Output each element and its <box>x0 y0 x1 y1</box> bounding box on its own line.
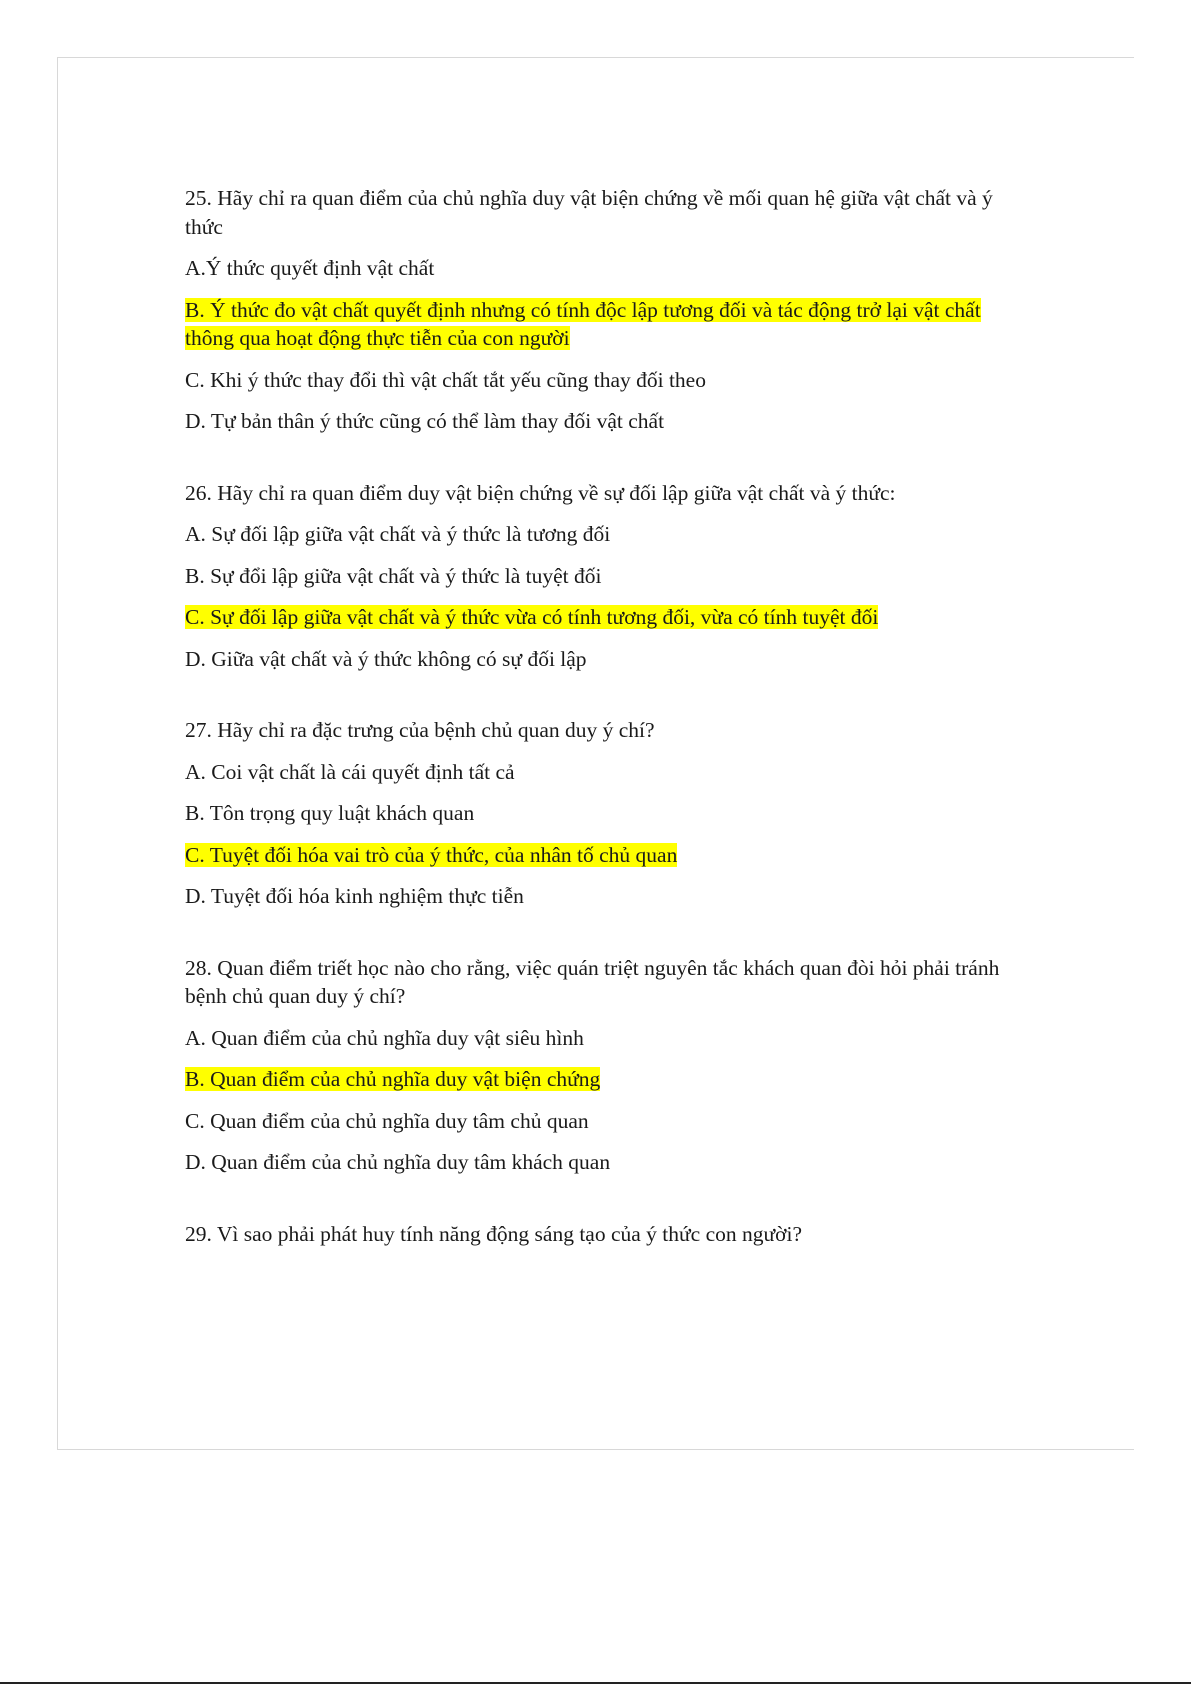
question-block-26 <box>185 479 1005 674</box>
answer-option-a: A. Coi vật chất là cái quyết định tất cả <box>185 759 515 784</box>
question-text: 29. Vì sao phải phát huy tính năng động sáng tạo của ý thức con người? <box>185 1221 803 1246</box>
question-text: 27. Hãy chỉ ra đặc trưng của bệnh chủ quan duy ý chí? <box>185 718 655 742</box>
document-content <box>185 184 1005 1261</box>
highlighted-answer: C. Tuyệt đối hóa vai trò của ý thức, của nhân tố chủ quan <box>185 842 678 867</box>
answer-option-a: A. Quan điểm của chủ nghĩa duy vật siêu hình <box>185 1025 584 1050</box>
question-block-27 <box>185 716 1005 911</box>
question-block-28 <box>185 954 1005 1177</box>
answer-option-a: A. Sự đối lập giữa vật chất và ý thức là tương đối <box>185 522 611 546</box>
answer-option-b-correct <box>185 296 1005 353</box>
question-text: 26. Hãy chỉ ra quan điểm duy vật biện chứng về sự đối lập giữa vật chất và ý thức: <box>185 480 896 505</box>
answer-option-b: B. Tôn trọng quy luật khách quan <box>185 801 475 825</box>
question-block-29 <box>185 1220 1005 1249</box>
page-bottom-rule <box>0 1682 1191 1684</box>
question-text: 25. Hãy chỉ ra quan điểm của chủ nghĩa duy vật biện chứng về mối quan hệ giữa vật chất và ý thức <box>185 186 993 239</box>
question-text: 28. Quan điểm triết học nào cho rằng, việc quán triệt nguyên tắc khách quan đòi hỏi phải tránh bệnh chủ quan duy ý chí? <box>185 955 1000 1008</box>
answer-option-d: D. Tự bản thân ý thức cũng có thể làm thay đối vật chất <box>185 409 665 433</box>
answer-option-b: B. Sự đổi lập giữa vật chất và ý thức là tuyệt đối <box>185 563 602 588</box>
highlighted-answer: B. Ý thức đo vật chất quyết định nhưng có tính độc lập tương đối và tác động trở lại vật chất thông qua hoạt động thực tiễn của con người <box>185 297 981 350</box>
answer-option-a: A.Ý thức quyết định vật chất <box>185 256 435 280</box>
answer-option-d: D. Quan điểm của chủ nghĩa duy tâm khách quan <box>185 1150 611 1174</box>
answer-option-c: C. Quan điểm của chủ nghĩa duy tâm chủ quan <box>185 1108 589 1133</box>
highlighted-answer: B. Quan điểm của chủ nghĩa duy vật biện chứng <box>185 1067 601 1091</box>
highlighted-answer: C. Sự đối lập giữa vật chất và ý thức vừa có tính tương đối, vừa có tính tuyệt đối <box>185 605 879 629</box>
answer-option-b-correct <box>185 1065 1005 1094</box>
answer-option-d: D. Giữa vật chất và ý thức không có sự đối lập <box>185 646 587 671</box>
answer-option-d: D. Tuyệt đối hóa kinh nghiệm thực tiễn <box>185 884 524 908</box>
answer-option-c-correct <box>185 603 1005 632</box>
answer-option-c-correct <box>185 841 1005 870</box>
question-block-25 <box>185 184 1005 436</box>
answer-option-c: C. Khi ý thức thay đổi thì vật chất tắt yếu cũng thay đối theo <box>185 367 706 392</box>
